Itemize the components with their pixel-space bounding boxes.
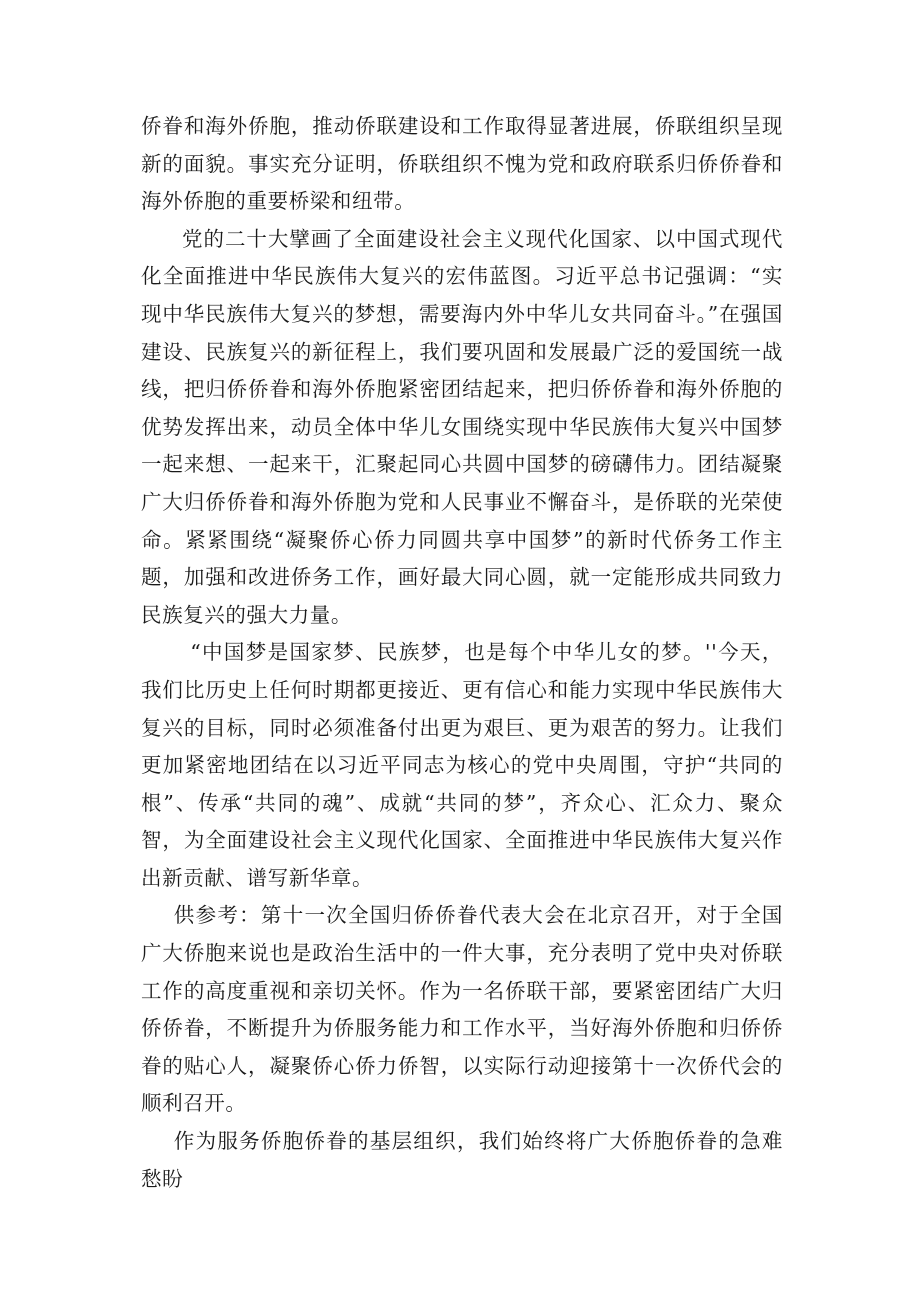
paragraph-chinese-dream: “中国梦是国家梦、民族梦，也是每个中华儿女的梦。''今天，我们比历史上任何时期都更接近、更有信心和能力实现中华民族伟大复兴的目标，同时必须准备付出更为艰巨、更为艰苦的努力。让我们更加紧密地团结在以习近平同志为核心的党中央周围，守护“共同的根”、传承“共同的魂”、成就“共同的梦”，齐众心、汇众力、聚众智，为全面建设社会主义现代化国家、全面推进中华民族伟大复兴作出新贡献、谱写新华章。: [141, 640, 783, 890]
paragraph-reference-note: 供参考：第十一次全国归侨侨眷代表大会在北京召开，对于全国广大侨胞来说也是政治生活中的一件大事，充分表明了党中央对侨联工作的高度重视和亲切关怀。作为一名侨联干部，要紧密团结广大归侨侨眷，不断提升为侨服务能力和工作水平，当好海外侨胞和归侨侨眷的贴心人，凝聚侨心侨力侨智，以实际行动迎接第十一次侨代会的顺利召开。: [141, 903, 783, 1116]
document-body: [141, 108, 783, 1198]
paragraph-grassroots: 作为服务侨胞侨眷的基层组织，我们始终将广大侨胞侨眷的急难愁盼: [141, 1129, 783, 1191]
paragraph-continued: 侨眷和海外侨胞，推动侨联建设和工作取得显著进展，侨联组织呈现新的面貌。事实充分证明，侨联组织不愧为党和政府联系归侨侨眷和海外侨胞的重要桥梁和纽带。: [141, 114, 783, 214]
paragraph-twentieth-congress: 党的二十大擘画了全面建设社会主义现代化国家、以中国式现代化全面推进中华民族伟大复兴的宏伟蓝图。习近平总书记强调：“实现中华民族伟大复兴的梦想，需要海内外中华儿女共同奋斗。”在强国建设、民族复兴的新征程上，我们要巩固和发展最广泛的爱国统一战线，把归侨侨眷和海外侨胞紧密团结起来，把归侨侨眷和海外侨胞的优势发挥出来，动员全体中华儿女围绕实现中华民族伟大复兴中国梦一起来想、一起来干，汇聚起同心共圆中国梦的磅礴伟力。团结凝聚广大归侨侨眷和海外侨胞为党和人民事业不懈奋斗，是侨联的光荣使命。紧紧围绕“凝聚侨心侨力同圆共享中国梦”的新时代侨务工作主题，加强和改进侨务工作，画好最大同心圆，就一定能形成共同致力民族复兴的强大力量。: [141, 226, 783, 627]
